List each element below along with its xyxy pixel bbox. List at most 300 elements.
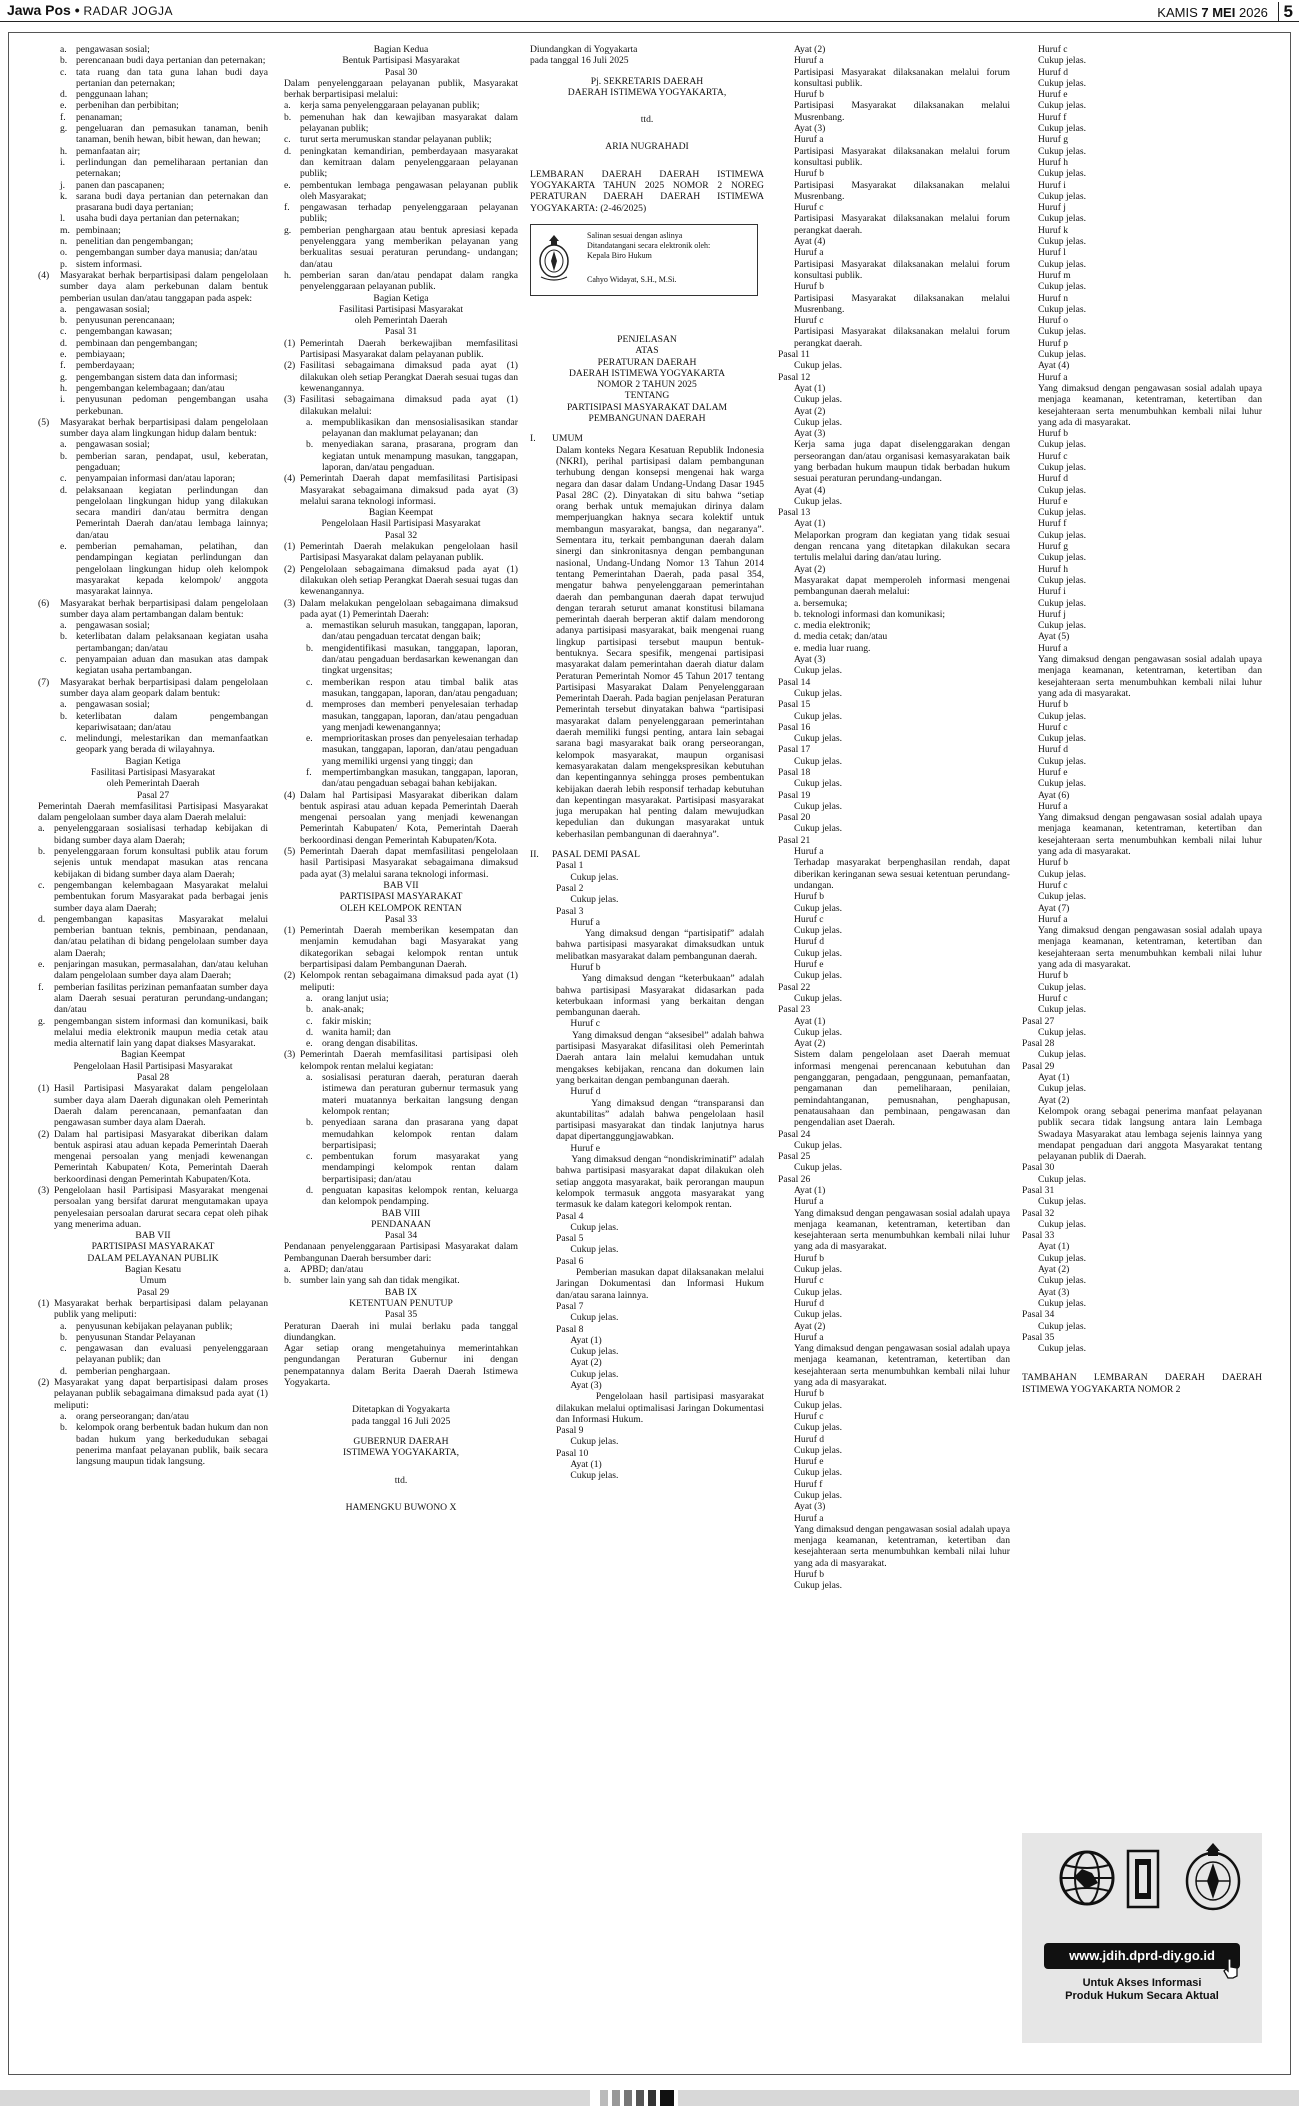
- explanation-line: Huruf d: [794, 936, 825, 948]
- list-text: penyelenggaraan forum konsultasi publik atau forum sejenis untuk mendapat masukan atas rencana kebijakan di bidang sumber daya alam Daerah;: [54, 846, 268, 880]
- section-heading: [284, 1436, 518, 1447]
- list-marker: b.: [60, 631, 68, 643]
- list-text: keterlibatan dalam pengembangan kepariwisataan; dan/atau: [76, 710, 268, 733]
- explanation-line: Cukup jelas.: [1038, 1218, 1086, 1230]
- explanation-line: Cukup jelas.: [1038, 620, 1086, 632]
- list-item: [38, 1343, 268, 1366]
- section-heading: [284, 1230, 518, 1241]
- list-marker: (5): [38, 416, 50, 428]
- list-text: memproses dan memberi penyelesaian terhadap masukan, tanggapan, laporan, dan/atau pengaduan yang menjadi kewenangannya;: [322, 699, 518, 733]
- list-text: anak-anak;: [322, 1004, 365, 1016]
- list-marker: b.: [60, 1331, 68, 1343]
- explanation-line: Ayat (3): [794, 1501, 826, 1513]
- list-item: [284, 225, 518, 270]
- paragraph: [530, 1312, 764, 1323]
- list-marker: e.: [38, 959, 45, 971]
- list-text: Dalam melakukan pengelolaan sebagaimana dimaksud pada ayat (1) Pemerintah Daerah:: [300, 597, 518, 620]
- explanation-line: Cukup jelas.: [1038, 1083, 1086, 1095]
- paragraph: [530, 1324, 764, 1335]
- explanation-line: Cukup jelas.: [1038, 100, 1086, 112]
- text: PARTISIPASI MASYARAKAT: [91, 1241, 215, 1253]
- text: Yang dimaksud dengan “nondiskriminatif” adalah bahwa partisipasi masyarakat dapat dilakukan oleh setiap anggota masyarakat, baik perorangan maupun kelompok termasuk anggota masyarakat yang termasuk ke dalam kategori kelompok rentan.: [556, 1154, 764, 1211]
- list-item: [38, 44, 268, 55]
- text: Pasal 4: [556, 1210, 584, 1222]
- text: Huruf d: [556, 1086, 601, 1098]
- list-text: Masyarakat berhak berpartisipasi dalam pelayanan publik yang meliputi:: [54, 1297, 268, 1321]
- list-item: [38, 304, 268, 315]
- paragraph: [530, 1459, 764, 1470]
- list-text: Dalam hal Partisipasi Masyarakat diberikan dalam bentuk aspirasi atau aduan kepada Pemerintah Daerah mengenai persoalan yang menjadi kewenangan Pemerintah Kabupaten/ Kota, Pemerintah Daerah berkoordinasi dengan Pemerintah Kabupaten/Kota.: [300, 789, 518, 846]
- list-marker: a.: [60, 620, 67, 632]
- explanation-line: Cukup jelas.: [794, 947, 842, 959]
- explanation-line: Huruf l: [1038, 247, 1066, 259]
- list-marker: e.: [60, 100, 67, 112]
- paper-name: Jawa Pos: [7, 2, 71, 18]
- section-heading: [284, 903, 518, 914]
- explanation-line: Huruf c: [1038, 721, 1068, 733]
- list-marker: (2): [284, 360, 296, 372]
- explanation-line: Cukup jelas.: [1038, 597, 1086, 609]
- explanation-line: Cukup jelas.: [1038, 755, 1086, 767]
- explanation-line: Cukup jelas.: [794, 1162, 842, 1174]
- paragraph: [530, 1256, 764, 1267]
- text: Diundangkan di Yogyakarta: [530, 44, 638, 55]
- list-text: pengembangan kelembagaan Masyarakat melalui pembentukan forum Masyarakat pada berbagai jenis sumber daya alam Daerah;: [54, 879, 268, 914]
- text: oleh Pemerintah Daerah: [354, 315, 448, 327]
- article-heading: Pasal 16: [778, 721, 811, 733]
- list-item: [284, 643, 518, 677]
- text: Umum: [139, 1275, 167, 1287]
- section-heading: [530, 345, 764, 356]
- list-item: [38, 699, 268, 710]
- list-text: orang dengan disabilitas.: [322, 1038, 418, 1050]
- explanation-line: Huruf b: [794, 281, 825, 293]
- list-item: [38, 485, 268, 541]
- list-item: [284, 112, 518, 135]
- explanation-line: Ayat (3): [1038, 1286, 1070, 1298]
- paragraph: [530, 906, 764, 917]
- text: Huruf b: [556, 962, 601, 973]
- paragraph: [530, 917, 764, 928]
- explanation-line: b. teknologi informasi dan komunikasi;: [794, 608, 946, 620]
- explanation-line: Huruf c: [794, 913, 824, 925]
- electronic-signature-stamp: [530, 224, 758, 296]
- list-item: [38, 417, 268, 440]
- text: BAB VII: [135, 1230, 171, 1242]
- text: Fasilitasi Partisipasi Masyarakat: [338, 303, 464, 315]
- list-marker: a.: [38, 823, 45, 835]
- explanation-line: Huruf a: [1038, 913, 1068, 925]
- list-marker: a.: [284, 100, 291, 112]
- list-marker: a.: [60, 699, 67, 711]
- paragraph: [284, 1321, 518, 1344]
- list-text: kelompok orang berbentuk badan hukum dan non badan hukum yang berkedudukan sebagai penerima manfaat pelayanan publik, baik secara langsung maupun tidak langsung.: [76, 1422, 268, 1468]
- list-text: keterlibatan dalam pelaksanaan kegiatan usaha pertambangan; dan/atau: [76, 631, 268, 654]
- explanation-line: Cukup jelas.: [1038, 733, 1086, 745]
- explanation-line: d. media cetak; dan/atau: [794, 631, 888, 643]
- list-marker: c.: [38, 879, 45, 891]
- list-text: Fasilitasi sebagaimana dimaksud pada ayat (1) dilakukan melalui:: [300, 394, 518, 417]
- list-item: [38, 372, 268, 383]
- list-item: [38, 1366, 268, 1377]
- explanation-line: Cukup jelas.: [1038, 1173, 1086, 1185]
- text: BAB VII: [383, 879, 419, 891]
- list-marker: (2): [38, 1128, 50, 1140]
- list-item: [284, 846, 518, 880]
- list-text: penyusunan perencanaan;: [76, 315, 175, 327]
- list-item: [284, 417, 518, 440]
- list-text: pemberian pemahaman, pelatihan, dan pendampingan kegiatan perlindungan dan pengelolaan lingkungan hidup oleh kelompok masyarakat kepada kelompok/ anggota masyarakat lainnya.: [76, 541, 268, 598]
- list-marker: b.: [60, 1422, 68, 1434]
- paragraph: [530, 169, 764, 214]
- list-marker: l.: [60, 213, 66, 225]
- list-item: [284, 564, 518, 598]
- list-text: mengidentifikasi masukan, tanggapan, laporan, dan/atau pengaduan berdasarkan kewenangan dan tingkat urgensitas;: [322, 642, 518, 677]
- section-heading: [38, 1072, 268, 1083]
- date-day: KAMIS: [1157, 5, 1198, 20]
- explanation-line: Cukup jelas.: [794, 800, 842, 812]
- list-text: Pemerintah Daerah melakukan pengelolaan hasil Partisipasi Masyarakat dalam pelayanan publik.: [300, 541, 518, 564]
- list-item: [38, 338, 268, 349]
- list-item: [38, 620, 268, 631]
- text: Pengelolaan Hasil Partisipasi Masyarakat: [321, 518, 481, 530]
- list-item: [38, 67, 268, 90]
- list-marker: b.: [306, 642, 314, 654]
- explanation-line: Huruf a: [1038, 642, 1068, 654]
- text: Pasal 29: [136, 1286, 170, 1298]
- list-text: Pemerintah Daerah dapat memfasilitasi Partisipasi Masyarakat sebagaimana dimaksud pada ayat (3) melalui sarana teknologi informasi.: [300, 473, 518, 507]
- text: Dalam penyelenggaraan pelayanan publik, Masyarakat berhak berpartisipasi melalui:: [284, 77, 518, 101]
- spacer: [530, 424, 764, 433]
- explanation-line: Cukup jelas.: [1038, 778, 1086, 790]
- list-item: [38, 654, 268, 677]
- list-text: pemberian penghargaan atau bentuk apresiasi kepada penyelenggara yang memberikan pelayanan yang berkualitas sesuai peraturan perundang- undangan; dan/atau: [300, 224, 518, 270]
- article-heading: TAMBAHAN LEMBARAN DAERAH DAERAH ISTIMEWA YOGYAKARTA NOMOR 2: [1022, 1372, 1262, 1395]
- list-text: UMUM: [552, 433, 583, 445]
- explanation-line: Cukup jelas.: [1038, 168, 1086, 180]
- list-item: [284, 925, 518, 970]
- explanation-line: Huruf a: [1038, 371, 1068, 383]
- article-heading: Pasal 26: [778, 1173, 811, 1185]
- explanation-line: Cukup jelas.: [794, 495, 842, 507]
- list-item: [284, 1185, 518, 1208]
- list-item: [38, 1016, 268, 1050]
- text: Cukup jelas.: [556, 1368, 619, 1380]
- text: Agar setiap orang mengetahuinya memerintahkan pengundangan Peraturan Gubernur ini dengan penempatannya dalam Berita Daerah Daerah Istimewa Yogyakarta.: [284, 1343, 518, 1389]
- section-heading: [284, 914, 518, 925]
- text: Bagian Ketiga: [125, 755, 181, 767]
- list-marker: a.: [306, 416, 313, 428]
- list-marker: i.: [60, 394, 66, 406]
- paragraph: [530, 1380, 764, 1391]
- paragraph: [530, 883, 764, 894]
- list-item: [284, 270, 518, 293]
- explanation-line: Ayat (3): [794, 428, 826, 440]
- yogyakarta-seal-icon: [537, 233, 571, 285]
- list-marker: (1): [284, 925, 296, 937]
- list-marker: c.: [60, 733, 67, 745]
- list-item: [284, 1027, 518, 1038]
- explanation-line: Ayat (7): [1038, 902, 1070, 914]
- text: HAMENGKU BUWONO X: [345, 1501, 457, 1513]
- text: Pasal 28: [136, 1072, 170, 1084]
- list-text: penyusunan kebijakan pelayanan publik;: [76, 1320, 233, 1332]
- list-item: [38, 982, 268, 1016]
- list-marker: f.: [284, 202, 290, 214]
- masthead-right: [1157, 2, 1293, 22]
- list-text: pengembangan kawasan;: [76, 326, 173, 338]
- section-heading: [530, 368, 764, 379]
- explanation-line: Cukup jelas.: [794, 902, 842, 914]
- explanation-line: Cukup jelas.: [794, 1309, 842, 1321]
- explanation-line: Cukup jelas.: [1038, 281, 1086, 293]
- explanation-line: Huruf d: [1038, 744, 1069, 756]
- list-marker: a.: [60, 1410, 67, 1422]
- list-item: [38, 1332, 268, 1343]
- list-text: pemberian saran dan/atau pendapat dalam rangka penyelenggaraan pelayanan publik.: [300, 269, 518, 293]
- explanation-line: Huruf e: [1038, 89, 1068, 101]
- paragraph: [530, 894, 764, 905]
- article-heading: Pasal 29: [1022, 1060, 1055, 1072]
- list-marker: f.: [306, 767, 312, 778]
- paragraph: [530, 1436, 764, 1447]
- jdih-url-link[interactable]: www.jdih.dprd-diy.go.id: [1044, 1943, 1240, 1969]
- list-item: [38, 1129, 268, 1185]
- text: Cukup jelas.: [556, 1436, 619, 1448]
- explanation-line: Huruf b: [1038, 699, 1069, 711]
- list-marker: (5): [284, 846, 296, 858]
- list-marker: d.: [60, 1365, 68, 1377]
- text: Pasal 10: [556, 1447, 589, 1459]
- list-text: turut serta merumuskan standar pelayanan publik;: [300, 134, 492, 146]
- text: Pasal 33: [384, 913, 418, 925]
- article-heading: Pasal 12: [778, 371, 811, 383]
- explanation-line: Huruf j: [1038, 608, 1066, 620]
- paragraph: [530, 44, 764, 55]
- list-marker: c.: [60, 654, 67, 666]
- explanation-line: Huruf b: [794, 1252, 825, 1264]
- section-heading: [284, 326, 518, 337]
- explanation-line: Cukup jelas.: [794, 1422, 842, 1434]
- list-text: penjaringan masukan, permasalahan, dan/atau keluhan dalam pengelolaan sumber daya alam Daerah;: [54, 959, 268, 982]
- section-heading: [530, 402, 764, 413]
- list-item: [284, 180, 518, 203]
- text: ISTIMEWA YOGYAKARTA,: [342, 1447, 460, 1459]
- text: Pasal 2: [556, 882, 584, 894]
- list-text: pengeluaran dan pemasukan tanaman, benih tanaman, benih hewan, bibit hewan, dan hewan;: [76, 123, 268, 146]
- list-marker: g.: [284, 224, 292, 236]
- explanation-line: Ayat (1): [794, 1015, 826, 1027]
- list-marker: (3): [284, 597, 296, 609]
- paragraph: [530, 1335, 764, 1346]
- list-text: kerja sama penyelenggaraan pelayanan publik;: [300, 100, 480, 112]
- list-marker: b.: [284, 1275, 292, 1287]
- explanation-line: Partisipasi Masyarakat dilaksanakan melalui Musrenbang.: [794, 292, 1010, 315]
- list-marker: b.: [60, 315, 68, 327]
- jdih-banner[interactable]: [1022, 1833, 1262, 2043]
- list-text: Pemerintah Daerah berkewajiban memfasilitasi Partisipasi Masyarakat dalam pelayanan publik.: [300, 337, 518, 361]
- explanation-line: Partisipasi Masyarakat dilaksanakan melalui Musrenbang.: [794, 179, 1010, 202]
- list-text: Masyarakat berhak berpartisipasi dalam pengelolaan sumber daya alam perkebunan dalam bentuk pemberian usulan dan/atau tanggapan pada aspek:: [60, 269, 268, 304]
- list-marker: h.: [284, 269, 292, 281]
- list-text: Pemerintah Daerah memberikan kesempatan dan menjamin kemudahan bagi Masyarakat yang dikategorikan sebagai kelompok rentan untuk berpartisipasi dalam Pembangunan Daerah.: [300, 925, 518, 971]
- explanation-line: Cukup jelas.: [1038, 190, 1086, 202]
- article-heading: Pasal 32: [1022, 1207, 1055, 1219]
- text: Pendanaan penyelenggaraan Partisipasi Masyarakat dalam Pembangunan Daerah bersumber dari:: [284, 1241, 518, 1264]
- explanation-line: Ayat (5): [1038, 631, 1070, 643]
- paragraph: [530, 1233, 764, 1244]
- explanation-line: Ayat (3): [794, 123, 826, 135]
- list-text: Pemerintah Daerah dapat memfasilitasi pengelolaan hasil Partisipasi Masyarakat sebagaimana dimaksud pada ayat (3) melalui sarana teknologi informasi.: [300, 846, 518, 880]
- explanation-line: Cukup jelas.: [1038, 77, 1086, 89]
- list-text: menyediakan sarana, prasarana, program dan kegiatan untuk menampung masukan, tanggapan, laporan, dan/atau pengaduan.: [322, 439, 518, 473]
- list-item: [284, 473, 518, 507]
- list-text: melindungi, melestarikan dan memanfaatkan geopark yang berada di wilayahnya.: [76, 733, 268, 756]
- list-text: penanaman;: [76, 111, 123, 123]
- list-marker: d.: [60, 89, 68, 101]
- explanation-line: Huruf c: [794, 315, 824, 327]
- explanation-line: Huruf b: [794, 1388, 825, 1400]
- section-heading: [38, 1061, 268, 1072]
- article-heading: Pasal 13: [778, 507, 811, 519]
- explanation-line: Yang dimaksud dengan pengawasan sosial adalah upaya menjaga keamanan, ketentraman, ketertiban dan kesejahteraan serta menumbuhkan kembali nilai luhur yang ada di masyarakat.: [794, 1343, 1010, 1389]
- list-item: [38, 225, 268, 236]
- text: Pasal 3: [556, 905, 584, 917]
- paragraph: [530, 1030, 764, 1086]
- list-text: memberikan respon atau timbal balik atas masukan, tanggapan, laporan, dan/atau pengaduan;: [322, 676, 518, 699]
- hand-pointer-icon: [1222, 1957, 1240, 1979]
- paragraph: [530, 1098, 764, 1143]
- list-item: [284, 1117, 518, 1151]
- list-text: perlindungan dan pemeliharaan pertanian dan peternakan;: [76, 156, 268, 180]
- explanation-line: Cukup jelas.: [794, 1026, 842, 1038]
- text: Ayat (1): [556, 1334, 602, 1346]
- list-marker: (4): [38, 269, 50, 281]
- list-item: [38, 146, 268, 157]
- text: Ayat (3): [556, 1379, 602, 1391]
- explanation-line: Cukup jelas.: [794, 778, 842, 790]
- paragraph: [530, 860, 764, 871]
- text: Pasal 8: [556, 1323, 584, 1335]
- list-item: [284, 699, 518, 733]
- explanation-line: Cukup jelas.: [794, 416, 842, 428]
- list-text: pembiayaan;: [76, 349, 126, 361]
- list-item: [284, 733, 518, 767]
- spacer: [530, 840, 764, 849]
- list-marker: b.: [60, 710, 68, 722]
- explanation-line: Cukup jelas.: [1038, 868, 1086, 880]
- article-heading: Pasal 14: [778, 676, 811, 688]
- explanation-line: Ayat (1): [794, 518, 826, 530]
- list-marker: d.: [60, 484, 68, 496]
- paragraph: [530, 1267, 764, 1301]
- list-text: Hasil Partisipasi Masyarakat dalam pengelolaan sumber daya alam Daerah digunakan oleh Pemerintah Daerah dalam perencanaan, pemanfaatan dan pengawasan sumber daya alam Daerah.: [54, 1083, 268, 1129]
- globe-icon: [1056, 1847, 1118, 1909]
- explanation-line: Cukup jelas.: [794, 1286, 842, 1298]
- paragraph: [530, 445, 764, 840]
- list-marker: c.: [60, 66, 67, 78]
- explanation-line: Ayat (1): [794, 1184, 826, 1196]
- list-text: pemanfaatan air;: [76, 145, 141, 157]
- list-item: [284, 541, 518, 564]
- list-marker: b.: [38, 846, 46, 858]
- section-heading: [284, 304, 518, 315]
- list-marker: b.: [284, 111, 292, 123]
- text: oleh Pemerintah Daerah: [106, 778, 200, 790]
- section-heading: [38, 1241, 268, 1252]
- paragraph: [530, 1154, 764, 1210]
- spacer: [530, 153, 764, 169]
- list-item: [38, 439, 268, 450]
- list-marker: b.: [60, 55, 68, 67]
- explanation-line: Cukup jelas.: [1038, 484, 1086, 496]
- explanation-line: Huruf d: [794, 1297, 825, 1309]
- list-item: [38, 112, 268, 123]
- list-text: Masyarakat yang dapat berpartisipasi dalam proses pelayanan publik sebagaimana dimaksud pada ayat (1) meliputi:: [54, 1377, 268, 1411]
- paragraph: [530, 1086, 764, 1097]
- jdih-logo-icon: [1126, 1849, 1160, 1909]
- dprd-seal-icon: [1182, 1841, 1244, 1915]
- explanation-line: Huruf h: [1038, 563, 1069, 575]
- explanation-line: Huruf f: [1038, 111, 1067, 123]
- column-3: [530, 44, 764, 2049]
- explanation-line: Ayat (3): [794, 654, 826, 666]
- list-text: pemberian penghargaan.: [76, 1365, 171, 1377]
- list-marker: j.: [60, 179, 66, 191]
- explanation-line: Huruf b: [1038, 428, 1069, 440]
- list-marker: c.: [306, 1015, 313, 1027]
- explanation-line: a. bersemuka;: [794, 597, 848, 609]
- text: Pasal 34: [384, 1230, 418, 1242]
- explanation-line: Partisipasi Masyarakat dilaksanakan melalui forum konsultasi publik.: [794, 66, 1010, 89]
- list-marker: (1): [38, 1297, 50, 1309]
- explanation-line: Huruf a: [794, 1512, 824, 1524]
- list-text: perencanaan budi daya pertanian dan peternakan;: [76, 55, 266, 67]
- list-text: memastikan seluruh masukan, tanggapan, laporan, dan/atau pengaduan tercatat dengan baik;: [322, 620, 518, 643]
- list-text: penggunaan lahan;: [76, 89, 149, 101]
- explanation-line: Huruf i: [1038, 179, 1066, 191]
- explanation-line: Huruf d: [1038, 473, 1069, 485]
- explanation-line: Huruf k: [1038, 224, 1069, 236]
- list-item: [284, 1016, 518, 1027]
- list-marker: m.: [60, 224, 70, 236]
- article-heading: Pasal 11: [778, 349, 810, 361]
- section-heading: [284, 507, 518, 518]
- text: LEMBARAN DAERAH DAERAH ISTIMEWA YOGYAKARTA TAHUN 2025 NOMOR 2 NOREG PERATURAN DAERAH DAERAH ISTIMEWA YOGYAKARTA: (2-46/2025): [530, 168, 764, 214]
- list-text: Pemerintah Daerah memfasilitasi partisipasi oleh kelompok rentan melalui kegiatan:: [300, 1049, 518, 1072]
- explanation-line: Huruf b: [1038, 970, 1069, 982]
- explanation-line: Cukup jelas.: [1038, 439, 1086, 451]
- section-heading: [530, 379, 764, 390]
- list-item: [284, 620, 518, 643]
- list-marker: (2): [284, 970, 296, 982]
- list-item: [284, 993, 518, 1004]
- explanation-line: Partisipasi Masyarakat dilaksanakan melalui forum perangkat daerah.: [794, 213, 1010, 236]
- explanation-line: Cukup jelas.: [1038, 213, 1086, 225]
- explanation-line: Cukup jelas.: [1038, 891, 1086, 903]
- paragraph: [530, 1211, 764, 1222]
- list-item: [284, 202, 518, 225]
- text: OLEH KELOMPOK RENTAN: [340, 902, 462, 914]
- text: Bentuk Partisipasi Masyarakat: [342, 55, 460, 67]
- list-item: [284, 1038, 518, 1049]
- list-marker: o.: [60, 247, 68, 259]
- text: Peraturan Daerah ini mulai berlaku pada tanggal diundangkan.: [284, 1320, 518, 1343]
- explanation-line: Kelompok orang sebagai penerima manfaat pelayanan publik secara tidak langsung antara lain Lembaga Swadaya Masyarakat atau lembaga sejenis lainnya yang mendapat pengaduan dari anggota Masyarakat tentang pelayanan publik di Daerah.: [1038, 1105, 1262, 1163]
- list-text: Pengelolaan hasil Partisipasi Masyarakat mengenai persoalan yang bersifat darurat mengutamakan upaya penyelesaian persoalan darurat secara cepat oleh pihak yang menerima aduan.: [54, 1184, 268, 1230]
- section-heading: [284, 1309, 518, 1320]
- paragraph: [530, 1369, 764, 1380]
